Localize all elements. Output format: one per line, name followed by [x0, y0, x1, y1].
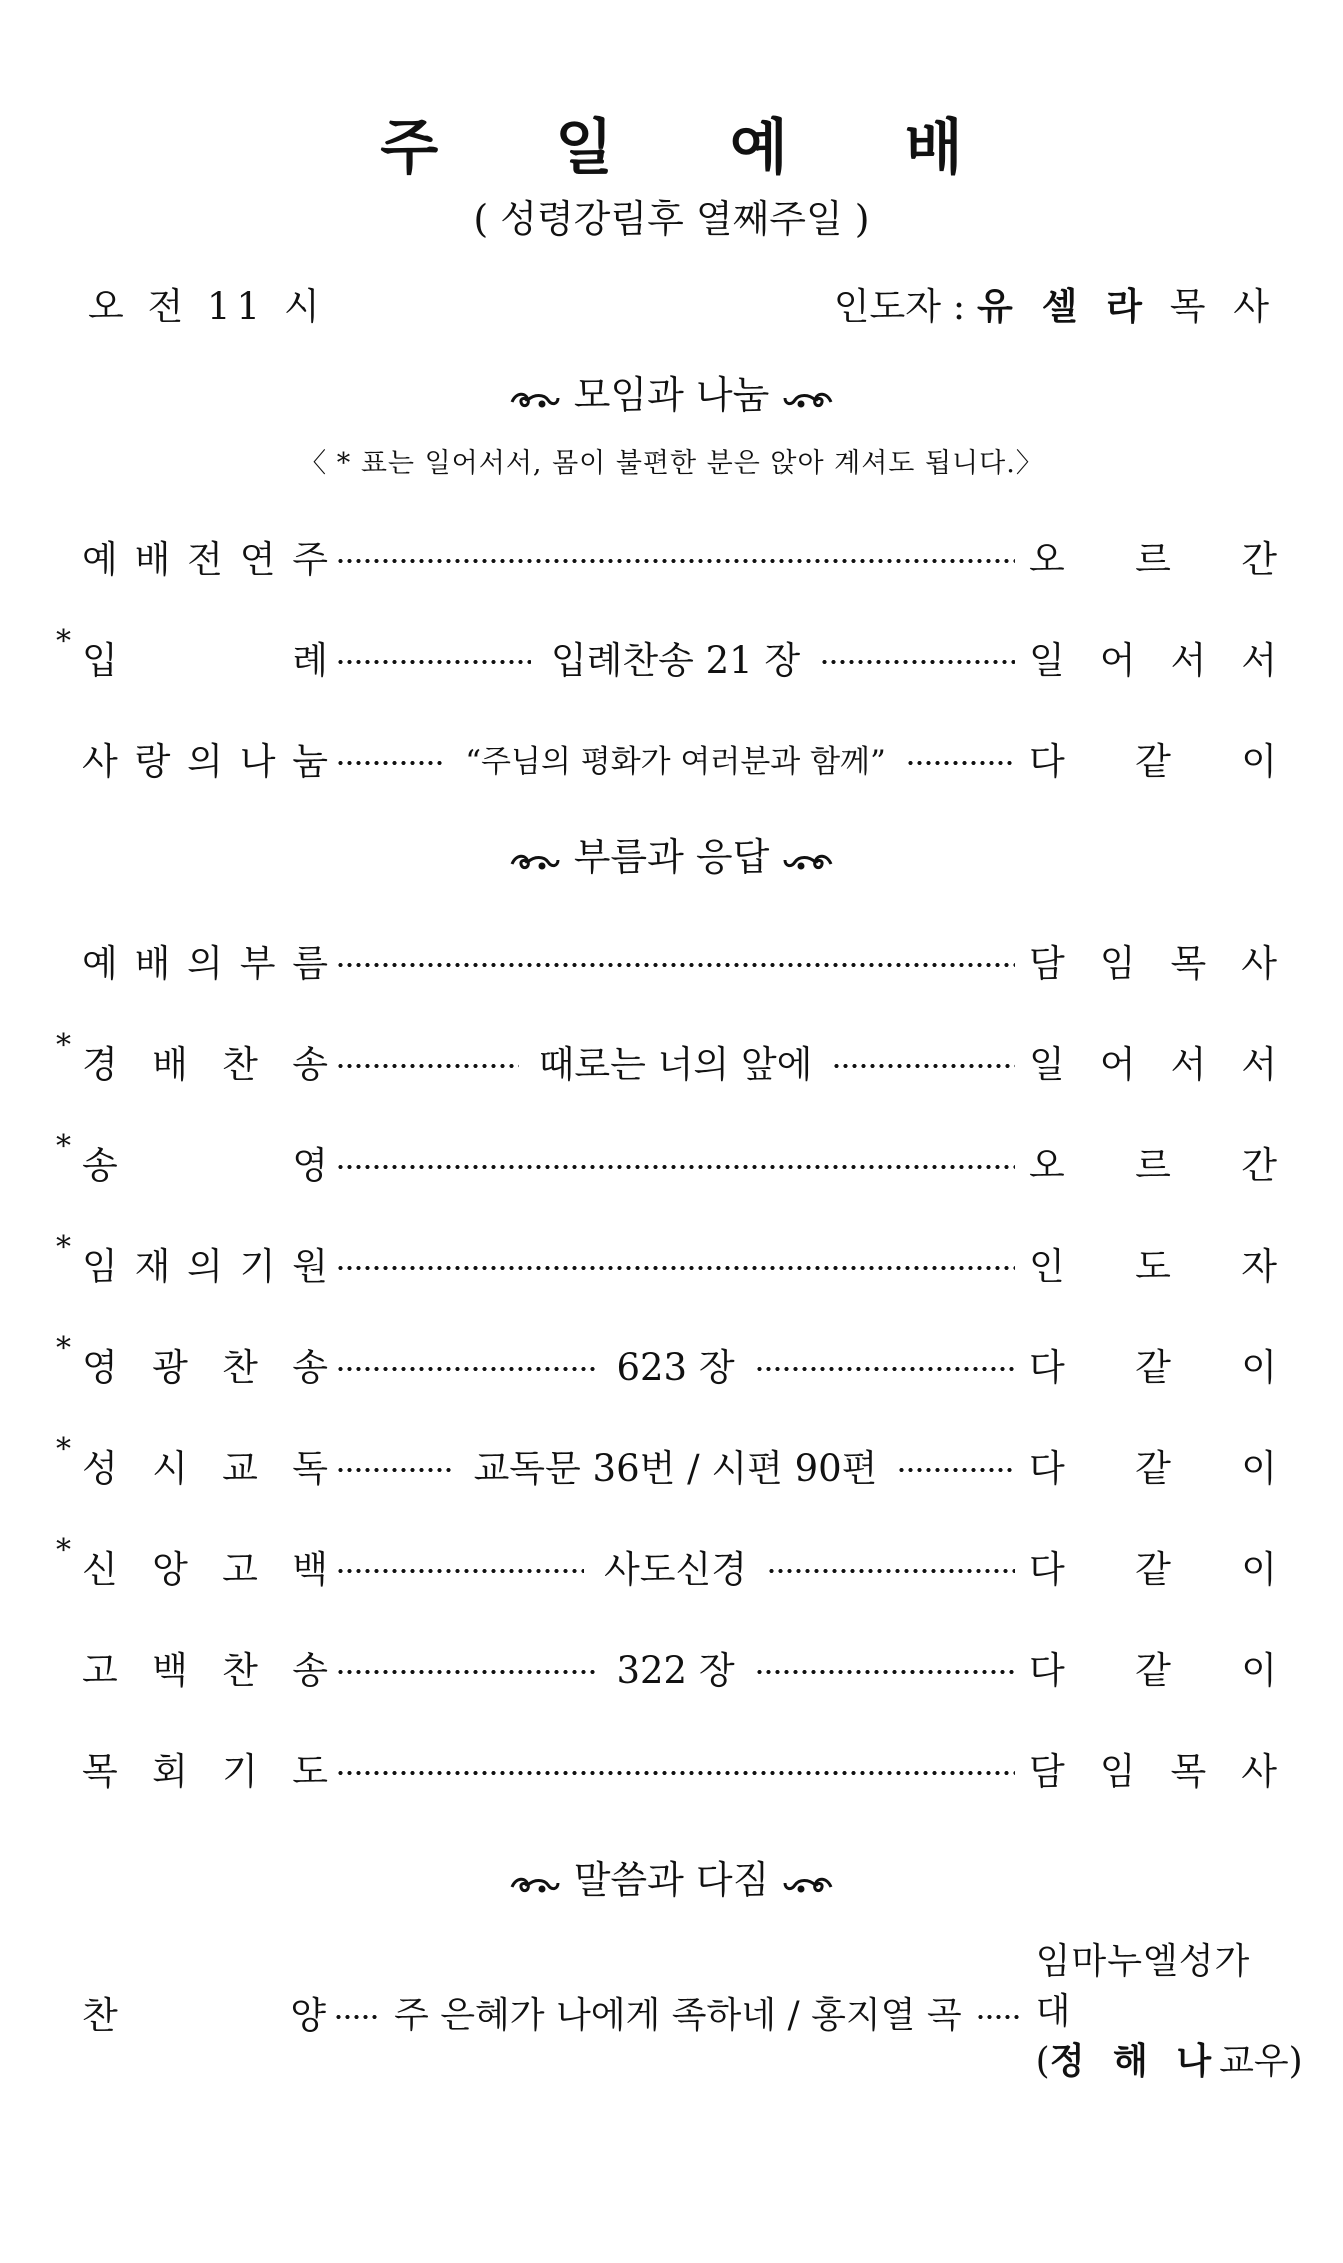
dot-leader	[755, 1669, 1015, 1675]
item-label: 고 백 찬 송	[82, 1649, 328, 1692]
standing-mark: *	[56, 1331, 71, 1366]
item-detail: 322 장	[616, 1649, 735, 1692]
section-title: 말씀과 다짐	[573, 1858, 770, 1902]
order-row-doxology	[56, 1129, 1277, 1192]
dot-leader	[820, 659, 1015, 665]
dot-leader	[336, 1164, 1015, 1170]
item-performer: 다 같 이	[1029, 740, 1278, 783]
leader-name: 유 셀 라	[976, 285, 1150, 328]
choir-name: 임마누엘성가대	[1035, 1941, 1251, 2032]
item-detail: 사도신경	[604, 1548, 747, 1591]
item-label: 사 랑 의 나 눔	[82, 740, 328, 783]
ornament-left-icon	[508, 846, 562, 876]
item-label: 임 재 의 기 원	[82, 1245, 328, 1288]
dot-leader	[336, 558, 1015, 564]
item-performer: 담 임 목 사	[1029, 1750, 1277, 1793]
dot-leader	[832, 1063, 1015, 1069]
order-row-hymn	[56, 1028, 1277, 1091]
item-detail: “주님의 평화가 여러분과 함께”	[465, 743, 886, 780]
conductor-name: 정 해 나	[1049, 2041, 1220, 2082]
dot-leader	[976, 2014, 1022, 2020]
section-heading-calling	[0, 829, 1343, 885]
order-row-confession	[56, 1637, 1277, 1697]
item-detail: 623 장	[616, 1346, 735, 1389]
item-label: 찬 양	[82, 1994, 326, 2037]
item-performer: 다 같 이	[1029, 1548, 1277, 1591]
conductor: (정 해 나교우)	[1036, 2037, 1286, 2087]
standing-mark: *	[56, 1533, 71, 1568]
item-label: 성 시 교 독	[82, 1447, 328, 1490]
item-detail: 교독문 36번 / 시편 90편	[473, 1447, 878, 1490]
page-title: 주 일 예 배	[380, 113, 1011, 183]
order-row-gloria	[56, 1331, 1277, 1394]
order-row-prelude	[56, 526, 1277, 586]
item-label: 입 례	[82, 639, 328, 682]
dot-leader	[336, 760, 445, 766]
dot-leader	[767, 1568, 1015, 1574]
item-label: 송 영	[82, 1144, 328, 1187]
item-detail: 주 은혜가 나에게 족하네 / 홍지열 곡	[394, 1994, 962, 2036]
service-time: 오 전 11 시	[88, 285, 326, 328]
item-performer: 담 임 목 사	[1029, 942, 1277, 985]
dot-leader	[755, 1366, 1015, 1372]
item-detail: 때로는 너의 앞에	[538, 1043, 813, 1086]
standing-mark: *	[56, 1230, 71, 1265]
order-row-entrance	[56, 624, 1278, 687]
section-heading-gathering	[0, 367, 1343, 423]
item-performer: 오 르 간	[1029, 1144, 1277, 1187]
item-performer: 오 르 간	[1029, 538, 1277, 581]
section-title: 모임과 나눔	[573, 373, 770, 417]
item-performer: 다 같 이	[1029, 1649, 1277, 1692]
dot-leader	[336, 1265, 1015, 1271]
section-title: 부름과 응답	[573, 835, 770, 879]
dot-leader	[897, 1467, 1015, 1473]
ornament-right-icon	[781, 384, 835, 414]
order-row-sharing	[56, 728, 1277, 788]
service-leader	[834, 282, 1277, 332]
order-row-reading	[56, 1432, 1277, 1495]
dot-leader	[334, 2014, 380, 2020]
standing-mark: *	[56, 1129, 71, 1164]
item-label: 영 광 찬 송	[82, 1346, 328, 1389]
leader-label: 인도자 :	[833, 285, 977, 328]
item-label: 예 배 의 부 름	[82, 942, 328, 985]
dot-leader	[906, 760, 1015, 766]
dot-leader	[336, 1366, 596, 1372]
standing-note: 〈 * 표는 일어서서, 몸이 불편한 분은 앉아 계셔도 됩니다.〉	[299, 448, 1044, 479]
dot-leader	[336, 1467, 454, 1473]
page-subtitle: ( 성령강림후 열째주일 )	[473, 197, 870, 241]
item-performer: 다 같 이	[1029, 1447, 1277, 1490]
order-row-invocation	[56, 1230, 1277, 1293]
item-label: 목 회 기 도	[82, 1750, 328, 1793]
item-performer	[1035, 1937, 1303, 2087]
order-row-call	[56, 930, 1277, 990]
item-label: 신 앙 고 백	[82, 1548, 328, 1591]
dot-leader	[336, 1568, 584, 1574]
leader-role: 목 사	[1149, 285, 1277, 328]
item-detail: 입례찬송 21 장	[550, 639, 801, 682]
item-performer: 인 도 자	[1029, 1245, 1277, 1288]
item-performer: 일 어 서 서	[1029, 639, 1278, 682]
dot-leader	[336, 1063, 519, 1069]
section-heading-word	[0, 1852, 1343, 1908]
standing-mark: *	[56, 1028, 71, 1063]
order-row-prayer	[56, 1738, 1277, 1798]
ornament-left-icon	[508, 384, 562, 414]
standing-mark: *	[56, 624, 71, 659]
order-row-anthem	[56, 1941, 1303, 2082]
standing-mark: *	[56, 1432, 71, 1467]
item-label: 예 배 전 연 주	[82, 538, 328, 581]
ornament-right-icon	[781, 1869, 835, 1899]
dot-leader	[336, 962, 1015, 968]
item-label: 경 배 찬 송	[82, 1043, 328, 1086]
ornament-right-icon	[781, 846, 835, 876]
order-row-creed	[56, 1533, 1277, 1596]
dot-leader	[336, 1770, 1015, 1776]
ornament-left-icon	[508, 1869, 562, 1899]
item-performer: 일 어 서 서	[1029, 1043, 1277, 1086]
dot-leader	[336, 659, 531, 665]
dot-leader	[336, 1669, 596, 1675]
item-performer: 다 같 이	[1029, 1346, 1277, 1389]
